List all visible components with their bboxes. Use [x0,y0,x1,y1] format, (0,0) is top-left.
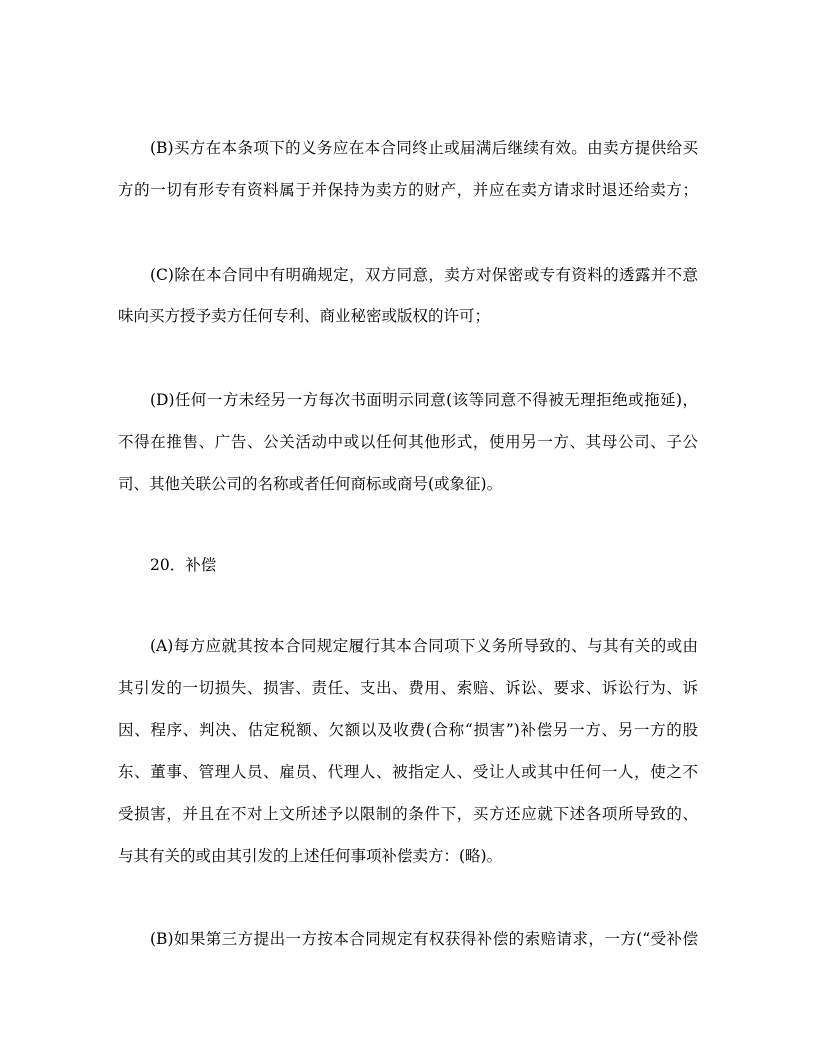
paragraph-c-line-2: 味向买方授予卖方任何专利、商业秘密或版权的许可； [118,307,491,325]
paragraph-b-third-party-line-1: (B)如果第三方提出一方按本合同规定有权获得补偿的索赔请求，一方(“受补偿 [150,930,698,948]
paragraph-d-line-1: (D)任何一方未经另一方每次书面明示同意(该等同意不得被无理拒绝或拖延)， [150,391,698,409]
section-heading: 20．补偿 [150,556,217,574]
paragraph-a-indemnity-line-4: 东、董事、管理人员、雇员、代理人、被指定人、受让人或其中任何一人，使之不 [118,763,698,781]
paragraph-d-line-2: 不得在推售、广告、公关活动中或以任何其他形式，使用另一方、其母公司、子公 [118,433,698,451]
paragraph-b-buyer-line-1: (B)买方在本条项下的义务应在本合同终止或届满后继续有效。由卖方提供给买 [150,139,698,157]
paragraph-a-indemnity-line-5: 受损害，并且在不对上文所述予以限制的条件下，买方还应就下述各项所导致的、 [118,805,698,823]
paragraph-a-indemnity-line-6: 与其有关的或由其引发的上述任何事项补偿卖方：(略)。 [118,847,503,865]
paragraph-a-indemnity-line-2: 其引发的一切损失、损害、责任、支出、费用、索赔、诉讼、要求、诉讼行为、诉 [118,679,698,697]
paragraph-d-line-3: 司、其他关联公司的名称或者任何商标或商号(或象征)。 [118,475,503,493]
paragraph-a-indemnity-line-1: (A)每方应就其按本合同规定履行其本合同项下义务所导致的、与其有关的或由 [150,637,698,655]
paragraph-b-buyer-line-2: 方的一切有形专有资料属于并保持为卖方的财产，并应在卖方请求时退还给卖方； [118,181,698,199]
paragraph-a-indemnity-line-3: 因、程序、判决、估定税额、欠额以及收费(合称“损害”)补偿另一方、另一方的股 [118,721,698,739]
paragraph-c-line-1: (C)除在本合同中有明确规定，双方同意，卖方对保密或专有资料的透露并不意 [150,266,698,284]
